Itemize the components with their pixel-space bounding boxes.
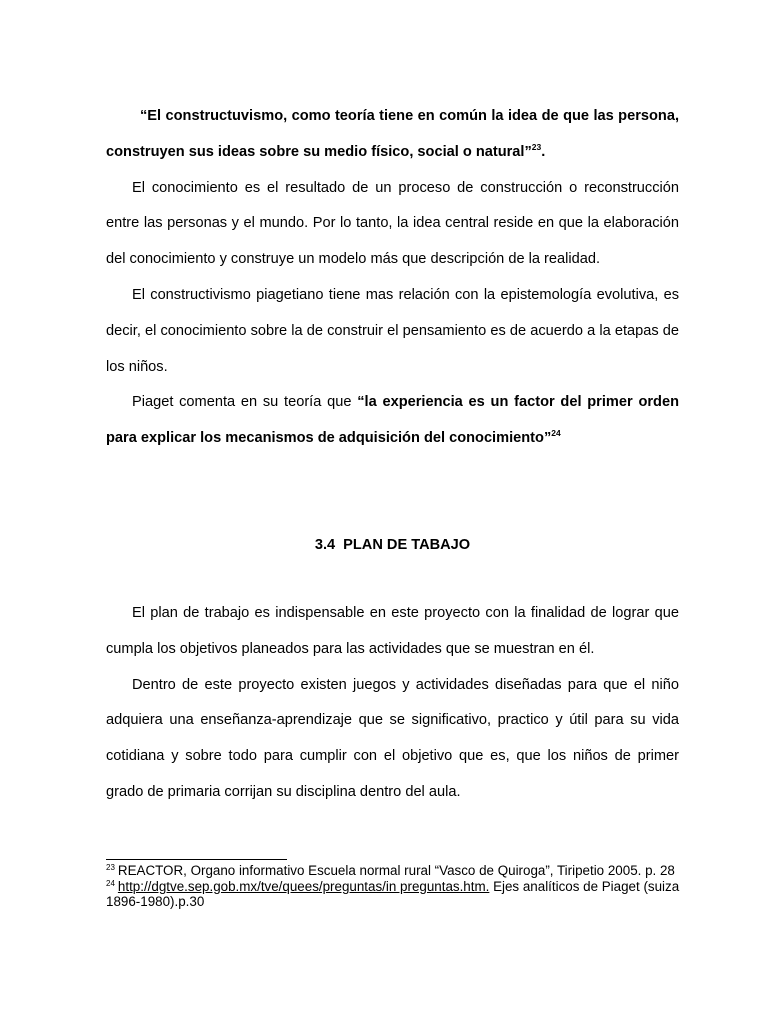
footnote-24-text: Ejes analíticos de Piaget (suiza 1896-1980).p.30 — [106, 878, 680, 910]
paragraph-juegos-actividades: Dentro de este proyecto existen juegos y actividades diseñadas para que el niño adquiera una enseñanza-aprendizaje que se significativo, practico y útil para su vida cotidiana y sobre todo para cumplir con el objetivo que es, que los niños de primer grado de primaria corrijan su disciplina dentro del aula. — [106, 676, 679, 800]
footnote-ref-24[interactable]: 24 — [551, 428, 561, 439]
footnote-ref-23[interactable]: 23 — [531, 141, 542, 152]
paragraph-plan-trabajo: El plan de trabajo es indispensable en este proyecto con la finalidad de lograr que cumpla los objetivos planeados para las actividades que se muestran en él. — [106, 605, 679, 657]
section-heading — [106, 534, 679, 556]
quote-constructivismo — [106, 99, 679, 171]
section-number: 3.4 — [314, 537, 336, 553]
paragraph-conocimiento: El conocimiento es el resultado de un proceso de construcción o reconstrucción entre las personas y el mundo. Por lo tanto, la idea central reside en que la elaboración del conocimiento y construye un modelo más que descripción de la realidad. — [106, 179, 679, 268]
paragraph-constructivismo-piagetiano: El constructivismo piagetiano tiene mas relación con la epistemología evolutiva, es decir, el conocimiento sobre la de construir el pensamiento es de acuerdo a la etapas de los niños. — [106, 286, 679, 375]
footnote-24-link[interactable]: http://dgtve.sep.gob.mx/tve/quees/preguntas/in preguntas.htm. — [117, 878, 490, 894]
piaget-lead-text: Piaget comenta en su teoría que — [132, 394, 358, 411]
footnote-23-number: 23 — [106, 863, 115, 872]
footnote-24-number: 24 — [106, 878, 115, 888]
footnote-separator — [106, 859, 287, 860]
quote-end-period: . — [541, 143, 546, 160]
footnote-23 — [106, 863, 686, 879]
piaget-quote-text: “la experiencia es un factor del primer orden para explicar los mecanismos de adquisición del conocimiento” — [106, 394, 679, 447]
section-title: PLAN DE TABAJO — [343, 537, 471, 553]
paragraph-piaget — [106, 385, 679, 457]
quote-constructivismo-text: “El constructuvismo, como teoría tiene en común la idea de que las persona, construyen sus ideas sobre su medio físico, social o natural” — [106, 108, 679, 160]
footnotes — [106, 863, 686, 910]
body-text-upper — [106, 99, 679, 457]
footnote-24 — [106, 879, 686, 910]
footnote-23-text: REACTOR, Organo informativo Escuela normal rural “Vasco de Quiroga”, Tiripetio 2005. p. 28 — [117, 863, 675, 878]
body-text-lower — [106, 596, 679, 811]
